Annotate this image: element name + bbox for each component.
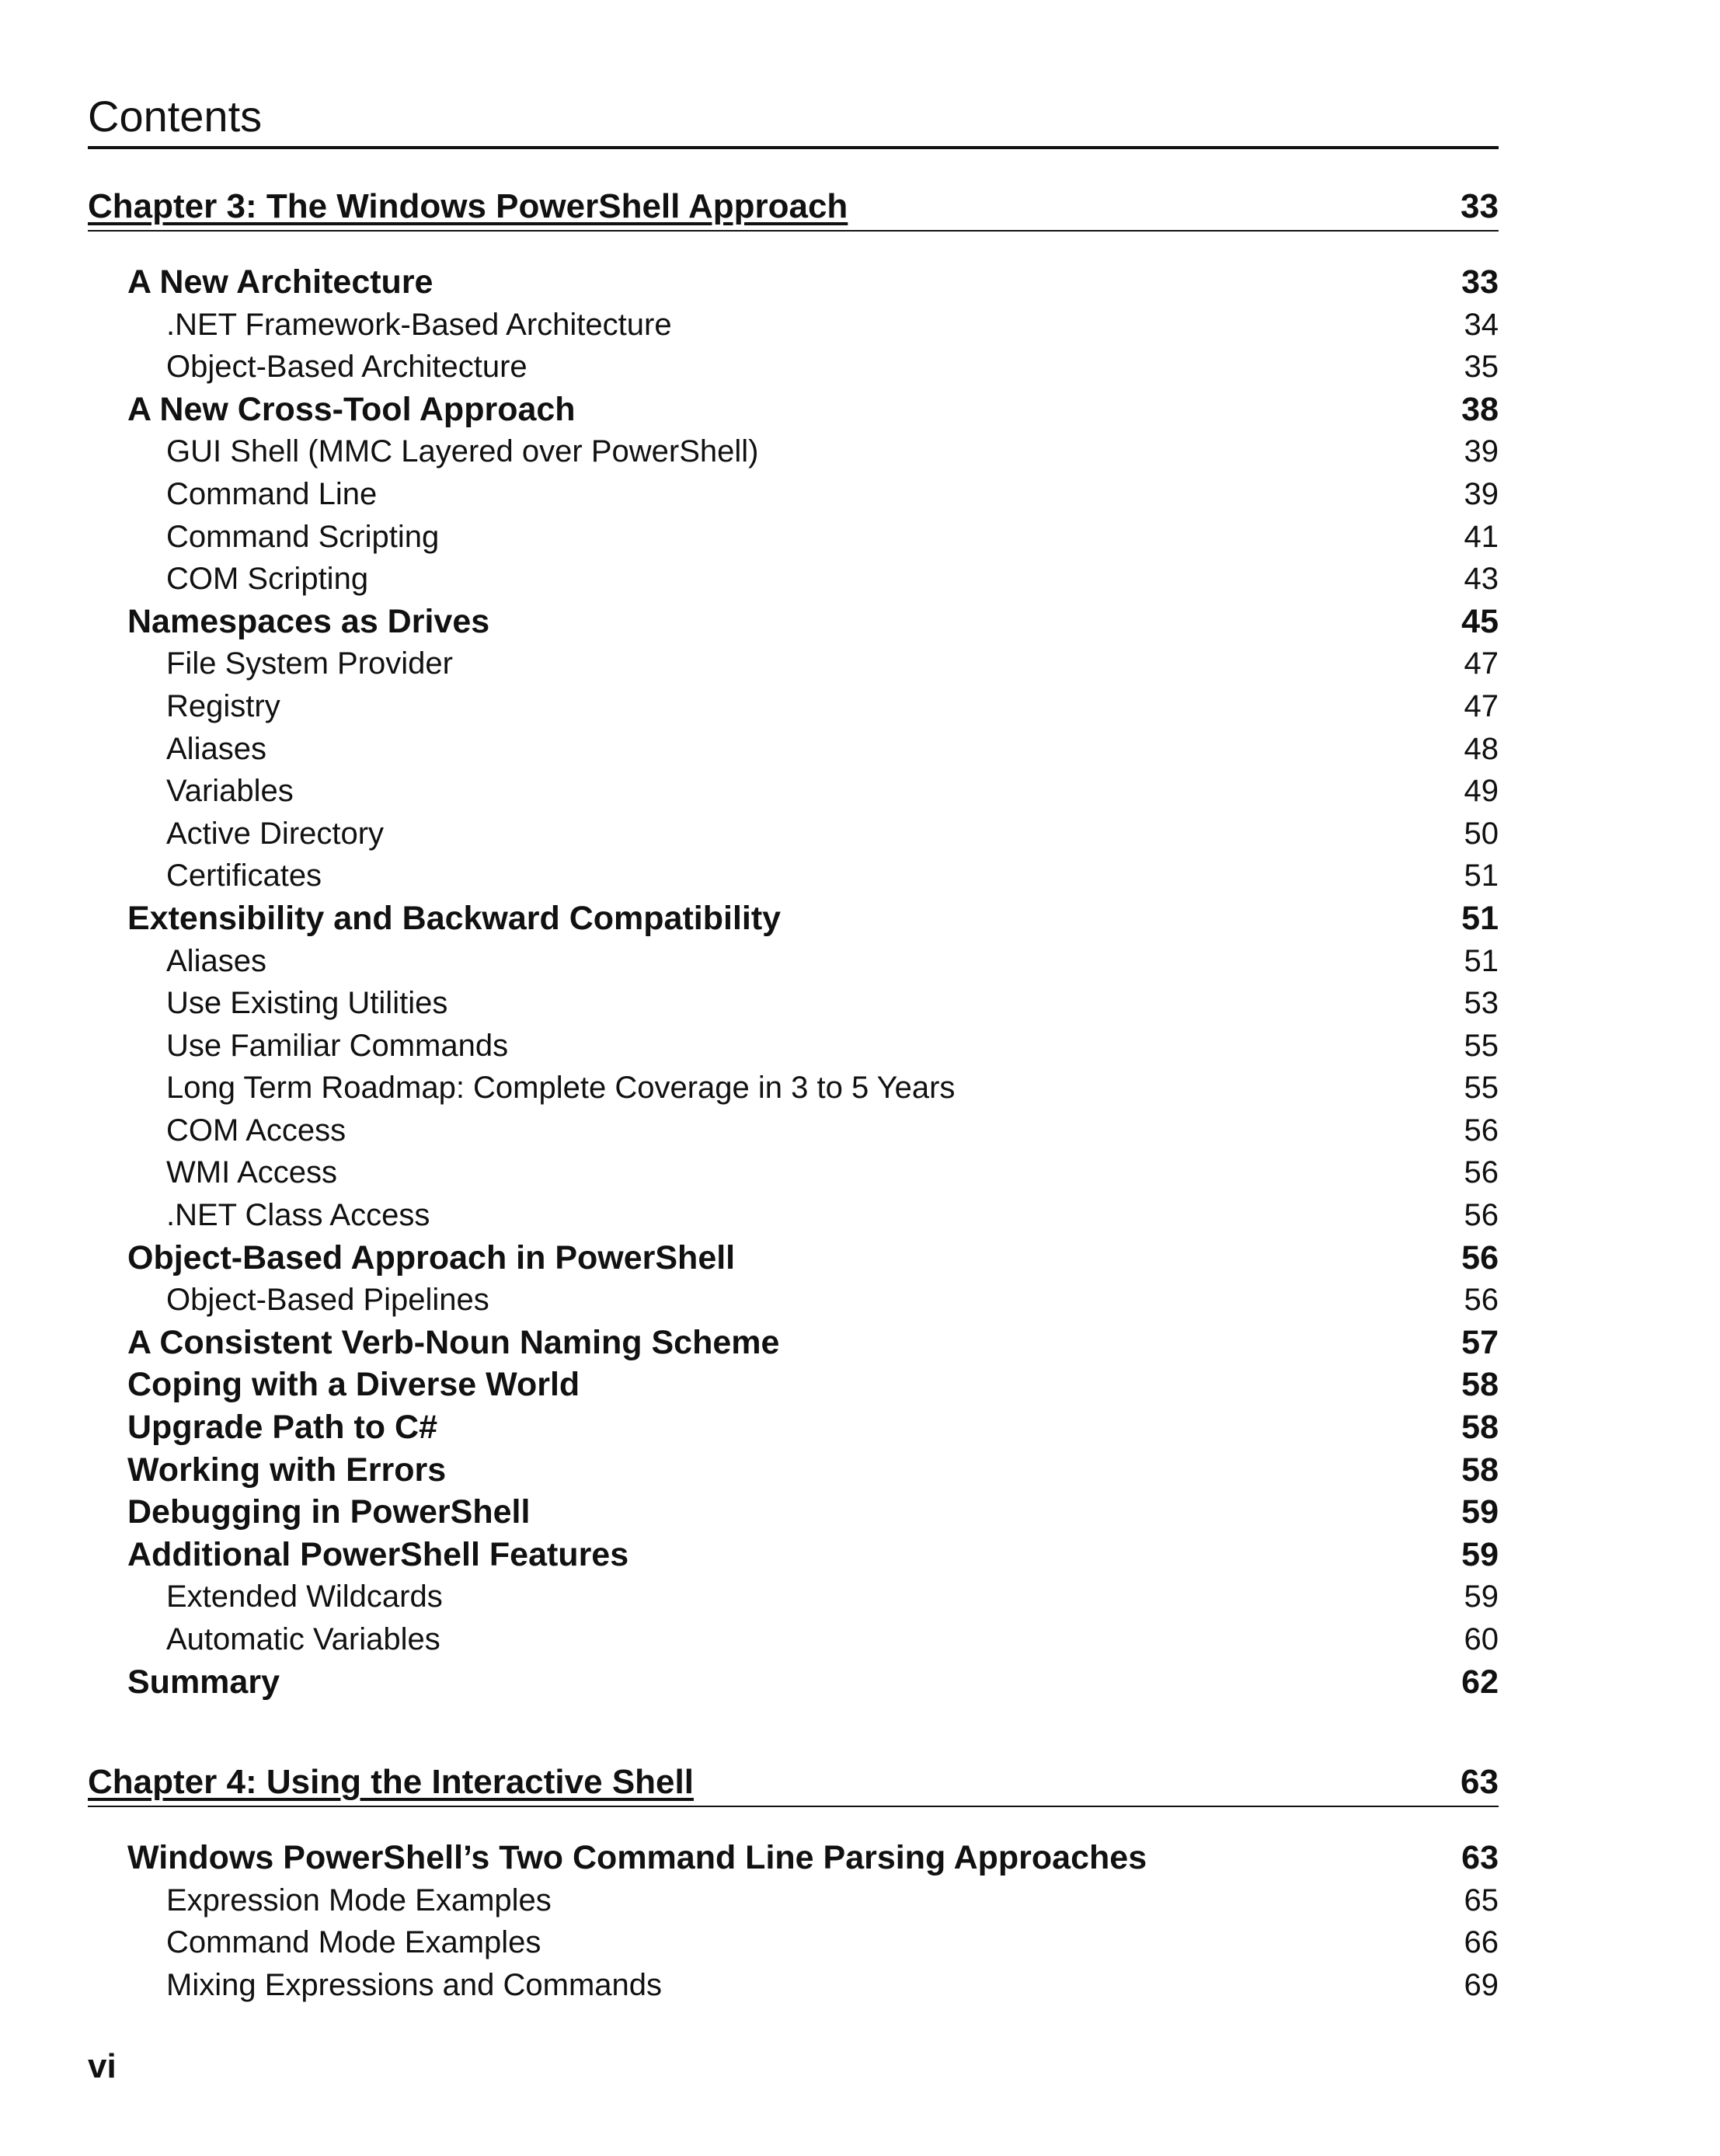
entry-label: Upgrade Path to C# [127,1409,437,1447]
entry-page: 39 [1464,434,1499,469]
entry-label: Command Line [166,476,378,511]
toc-subsection-entry[interactable] [88,1151,1499,1194]
toc-subsection-entry[interactable] [88,940,1499,983]
entry-page: 56 [1464,1113,1499,1148]
toc-section-entry[interactable] [88,1661,1499,1704]
entry-label: GUI Shell (MMC Layered over PowerShell) [166,434,759,469]
table-of-contents [88,183,1499,2007]
toc-subsection-entry[interactable] [88,558,1499,601]
chapter-page: 33 [1461,187,1499,225]
toc-subsection-entry[interactable] [88,304,1499,347]
entry-label: A New Cross-Tool Approach [127,390,576,428]
entry-page: 51 [1464,859,1499,893]
toc-subsection-entry[interactable] [88,982,1499,1025]
toc-subsection-entry[interactable] [88,430,1499,473]
entry-label: Active Directory [166,816,385,851]
entry-label: Additional PowerShell Features [127,1535,629,1573]
entry-page: 47 [1464,688,1499,723]
entry-page: 58 [1461,1409,1499,1447]
chapter-title: Chapter 4: Using the Interactive Shell [88,1763,694,1802]
entry-label: Namespaces as Drives [127,602,490,640]
entry-page: 55 [1464,1028,1499,1063]
entry-page: 69 [1464,1967,1499,2002]
toc-subsection-entry[interactable] [88,1025,1499,1068]
toc-subsection-entry[interactable] [88,516,1499,559]
entry-label: COM Access [166,1113,346,1148]
entry-page: 58 [1461,1451,1499,1489]
entry-page: 56 [1461,1238,1499,1277]
entry-page: 63 [1461,1839,1499,1877]
entry-label: Use Familiar Commands [166,1028,509,1063]
entry-page: 45 [1461,602,1499,640]
toc-section-entry[interactable] [88,1364,1499,1406]
page-number-footer: vi [88,2047,117,2085]
chapter-entries [88,1837,1499,2006]
toc-section-entry[interactable] [88,601,1499,643]
entry-page: 55 [1464,1071,1499,1106]
entry-page: 59 [1461,1535,1499,1573]
entry-label: Aliases [166,731,266,766]
entry-label: Mixing Expressions and Commands [166,1967,663,2002]
entry-label: .NET Class Access [166,1198,430,1233]
toc-section-entry[interactable] [88,1322,1499,1364]
toc-subsection-entry[interactable] [88,770,1499,813]
entry-label: A Consistent Verb-Noun Naming Scheme [127,1323,780,1361]
entry-label: Object-Based Approach in PowerShell [127,1238,736,1277]
entry-page: 49 [1464,774,1499,809]
toc-subsection-entry[interactable] [88,1618,1499,1661]
toc-section-entry[interactable] [88,1406,1499,1449]
entry-label: COM Scripting [166,562,369,597]
entry-page: 41 [1464,519,1499,554]
entry-page: 66 [1464,1925,1499,1960]
entry-label: Working with Errors [127,1451,447,1489]
entry-page: 51 [1461,899,1499,937]
entry-page: 48 [1464,731,1499,766]
entry-page: 56 [1464,1198,1499,1233]
chapter-heading[interactable] [88,1759,1499,1807]
entry-label: Command Scripting [166,519,440,554]
toc-subsection-entry[interactable] [88,1109,1499,1152]
chapter-heading[interactable] [88,183,1499,232]
entry-page: 57 [1461,1323,1499,1361]
entry-label: WMI Access [166,1155,338,1190]
toc-subsection-entry[interactable] [88,728,1499,771]
entry-page: 58 [1461,1366,1499,1404]
toc-section-entry[interactable] [88,261,1499,304]
chapter-title: Chapter 3: The Windows PowerShell Approach [88,187,848,225]
entry-page: 43 [1464,562,1499,597]
toc-section-entry[interactable] [88,1237,1499,1280]
entry-label: Registry [166,688,280,723]
chapter-page: 63 [1461,1763,1499,1802]
chapter-entries [88,261,1499,1703]
entry-page: 60 [1464,1622,1499,1656]
page-header [88,87,1499,149]
toc-subsection-entry[interactable] [88,1879,1499,1922]
entry-label: .NET Framework-Based Architecture [166,307,672,342]
toc-subsection-entry[interactable] [88,1576,1499,1618]
toc-section-entry[interactable] [88,1449,1499,1492]
toc-subsection-entry[interactable] [88,473,1499,516]
toc-subsection-entry[interactable] [88,855,1499,897]
entry-label: Certificates [166,859,322,893]
toc-section-entry[interactable] [88,1837,1499,1879]
entry-page: 53 [1464,986,1499,1021]
entry-label: File System Provider [166,646,453,681]
toc-section-entry[interactable] [88,1491,1499,1534]
entry-page: 59 [1461,1493,1499,1531]
toc-subsection-entry[interactable] [88,1921,1499,1964]
entry-label: Expression Mode Examples [166,1883,552,1917]
toc-subsection-entry[interactable] [88,1279,1499,1322]
entry-label: Object-Based Architecture [166,350,527,385]
entry-page: 51 [1464,943,1499,978]
toc-subsection-entry[interactable] [88,346,1499,388]
entry-label: Summary [127,1663,280,1701]
entry-label: Automatic Variables [166,1622,440,1656]
entry-page: 56 [1464,1155,1499,1190]
toc-subsection-entry[interactable] [88,685,1499,728]
entry-page: 62 [1461,1663,1499,1701]
entry-label: Extended Wildcards [166,1580,443,1614]
toc-subsection-entry[interactable] [88,1964,1499,2007]
toc-subsection-entry[interactable] [88,1067,1499,1109]
entry-page: 59 [1464,1580,1499,1614]
entry-label: Variables [166,774,294,809]
page-title: Contents [88,92,263,141]
entry-label: Use Existing Utilities [166,986,448,1021]
entry-page: 65 [1464,1883,1499,1917]
entry-page: 33 [1461,263,1499,301]
toc-section-entry[interactable] [88,897,1499,940]
entry-label: Debugging in PowerShell [127,1493,531,1531]
entry-label: Object-Based Pipelines [166,1283,489,1318]
toc-subsection-entry[interactable] [88,643,1499,685]
entry-label: A New Architecture [127,263,433,301]
entry-label: Coping with a Diverse World [127,1366,580,1404]
entry-label: Windows PowerShell’s Two Command Line Parsing Approaches [127,1839,1147,1877]
toc-subsection-entry[interactable] [88,1194,1499,1237]
entry-page: 39 [1464,476,1499,511]
entry-label: Aliases [166,943,266,978]
toc-section-entry[interactable] [88,388,1499,431]
entry-page: 50 [1464,816,1499,851]
toc-subsection-entry[interactable] [88,813,1499,855]
entry-page: 34 [1464,307,1499,342]
entry-page: 47 [1464,646,1499,681]
entry-page: 56 [1464,1283,1499,1318]
entry-page: 35 [1464,350,1499,385]
entry-page: 38 [1461,390,1499,428]
entry-label: Extensibility and Backward Compatibility [127,899,782,937]
toc-section-entry[interactable] [88,1534,1499,1576]
entry-label: Long Term Roadmap: Complete Coverage in 3 to 5 Years [166,1071,956,1106]
entry-label: Command Mode Examples [166,1925,541,1960]
